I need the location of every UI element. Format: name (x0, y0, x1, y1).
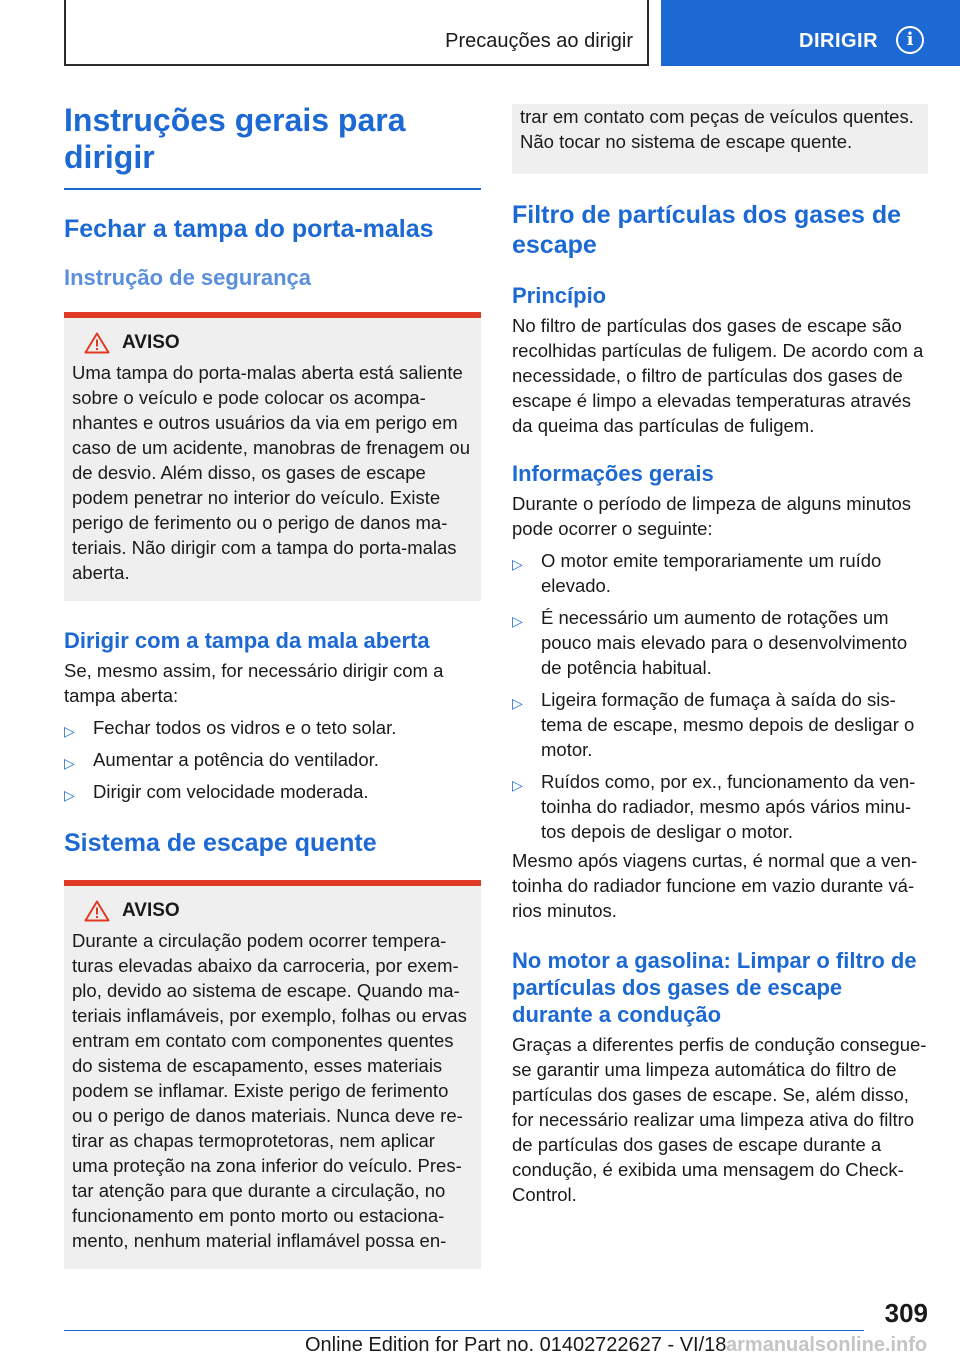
heading-gasoline: No motor a gasolina: Limpar o filtro de partículas dos gases de escape durante a condução (512, 948, 917, 1027)
open-trunk-list (64, 715, 481, 804)
bullet-triangle-icon: ▷ (512, 777, 523, 793)
list-item: ▷ Aumentar a potência do ventilador. (64, 747, 481, 772)
warning-title: AVISO (122, 900, 180, 921)
warning-title: AVISO (122, 332, 180, 353)
chapter-tab[interactable] (661, 0, 960, 66)
warning-box-trunk (64, 312, 481, 601)
general-info-after: Mesmo após viagens curtas, é normal que a ventoinha do radiador funcione em vazio durante vários minutos. (512, 850, 918, 921)
list-item: ▷ Dirigir com velocidade moderada. (64, 779, 481, 804)
general-info-intro: Durante o período de limpeza de alguns minutos pode ocorrer o seguinte: (512, 493, 912, 539)
heading-general-info: Informações gerais (512, 461, 714, 486)
warning-box-continuation (512, 104, 928, 174)
bullet-triangle-icon: ▷ (512, 613, 523, 629)
list-item: ▷ Fechar todos os vidros e o teto solar. (64, 715, 481, 740)
warning-triangle-icon (84, 900, 110, 922)
list-item: ▷ O motor emite temporariamente um ruído elevado. (512, 550, 882, 596)
principle-text: No filtro de partículas dos gases de escape são recolhidas partículas de fuligem. De acordo com a necessidade, o filtro de partículas dos gases de escape é limpo a elevadas temperaturas através da queima das partículas de fuligem. (512, 315, 924, 436)
bullet-triangle-icon: ▷ (512, 556, 523, 572)
chapter-title: DIRIGIR (799, 30, 879, 52)
warning-text-continued: trar em contato com peças de veículos quentes. Não tocar no sistema de escape quente. (520, 106, 914, 152)
gasoline-text: Graças a diferentes perfis de condução consegue-se garantir uma limpeza automática do filtro de partículas dos gases de escape. Se, além disso, for necessário realizar uma limpeza ativa do filtro de partículas dos gases de escape durante a condução, é exibida uma mensagem do Check-Control. (512, 1034, 927, 1205)
bullet-triangle-icon: ▷ (512, 695, 523, 711)
warning-text: Durante a circulação podem ocorrer temperaturas elevadas abaixo da carroceria, por exemplo, devido ao sistema de escape. Quando materiais inflamáveis, por exemplo, folhas ou ervas entram em contato com componentes quentes do sistema de escapamento, esses materiais podem se inflamar. Existe perigo de ferimento ou o perigo de danos materiais. Nunca deve retirar as chapas termoprotetoras, nem aplicar uma proteção na zona inferior do veículo. Prestar atenção para que durante a circulação, no funcionamento em ponto morto ou estacionamento, nenhum material inflamável possa en- (72, 930, 467, 1251)
heading-principle: Princípio (512, 283, 607, 308)
list-item: ▷ Ruídos como, por ex., funcionamento da ventoinha do radiador, mesmo após vários minutos depois de desligar o motor. (512, 771, 916, 842)
general-info-list (512, 548, 928, 844)
info-icon[interactable]: i (896, 26, 924, 54)
left-column (64, 102, 481, 1269)
warning-triangle-icon (84, 332, 110, 354)
heading-safety: Instrução de segurança (64, 265, 311, 290)
right-column (512, 104, 928, 1207)
bullet-triangle-icon: ▷ (64, 723, 75, 739)
heading-trunk: Fechar a tampa do porta-malas (64, 215, 434, 243)
page-title: Instruções gerais para dirigir (64, 102, 406, 175)
bullet-triangle-icon: ▷ (64, 755, 75, 771)
heading-open-trunk: Dirigir com a tampa da mala aberta (64, 628, 430, 653)
warning-box-exhaust (64, 880, 481, 1269)
section-title: Precauções ao dirigir (445, 30, 633, 52)
heading-filter: Filtro de partículas dos gases de escape (512, 201, 902, 259)
edition-text: Online Edition for Part no. 01402722627 - VI/18 (305, 1334, 727, 1356)
list-item: ▷ Ligeira formação de fumaça à saída do sistema de escape, mesmo depois de desligar o motor. (512, 689, 915, 760)
heading-exhaust: Sistema de escape quente (64, 829, 377, 857)
list-item: ▷ É necessário um aumento de rotações um pouco mais elevado para o desenvolvimento de potência habitual. (512, 607, 908, 678)
watermark: armanualsonline.info (726, 1334, 928, 1356)
title-divider (64, 188, 481, 190)
footer-divider (64, 1330, 864, 1331)
page-number: 309 (884, 1298, 928, 1328)
open-trunk-intro: Se, mesmo assim, for necessário dirigir com a tampa aberta: (64, 660, 444, 706)
bullet-triangle-icon: ▷ (64, 787, 75, 803)
header-section-box (64, 0, 649, 66)
warning-text: Uma tampa do porta-malas aberta está saliente sobre o veículo e pode colocar os acompanhantes e outros usuários da via em perigo em caso de um acidente, manobras de frenagem ou de desvio. Além disso, os gases de escape podem penetrar no interior do veículo. Existe perigo de ferimento ou o perigo de danos materiais. Não dirigir com a tampa do porta-malas aberta. (72, 362, 470, 583)
